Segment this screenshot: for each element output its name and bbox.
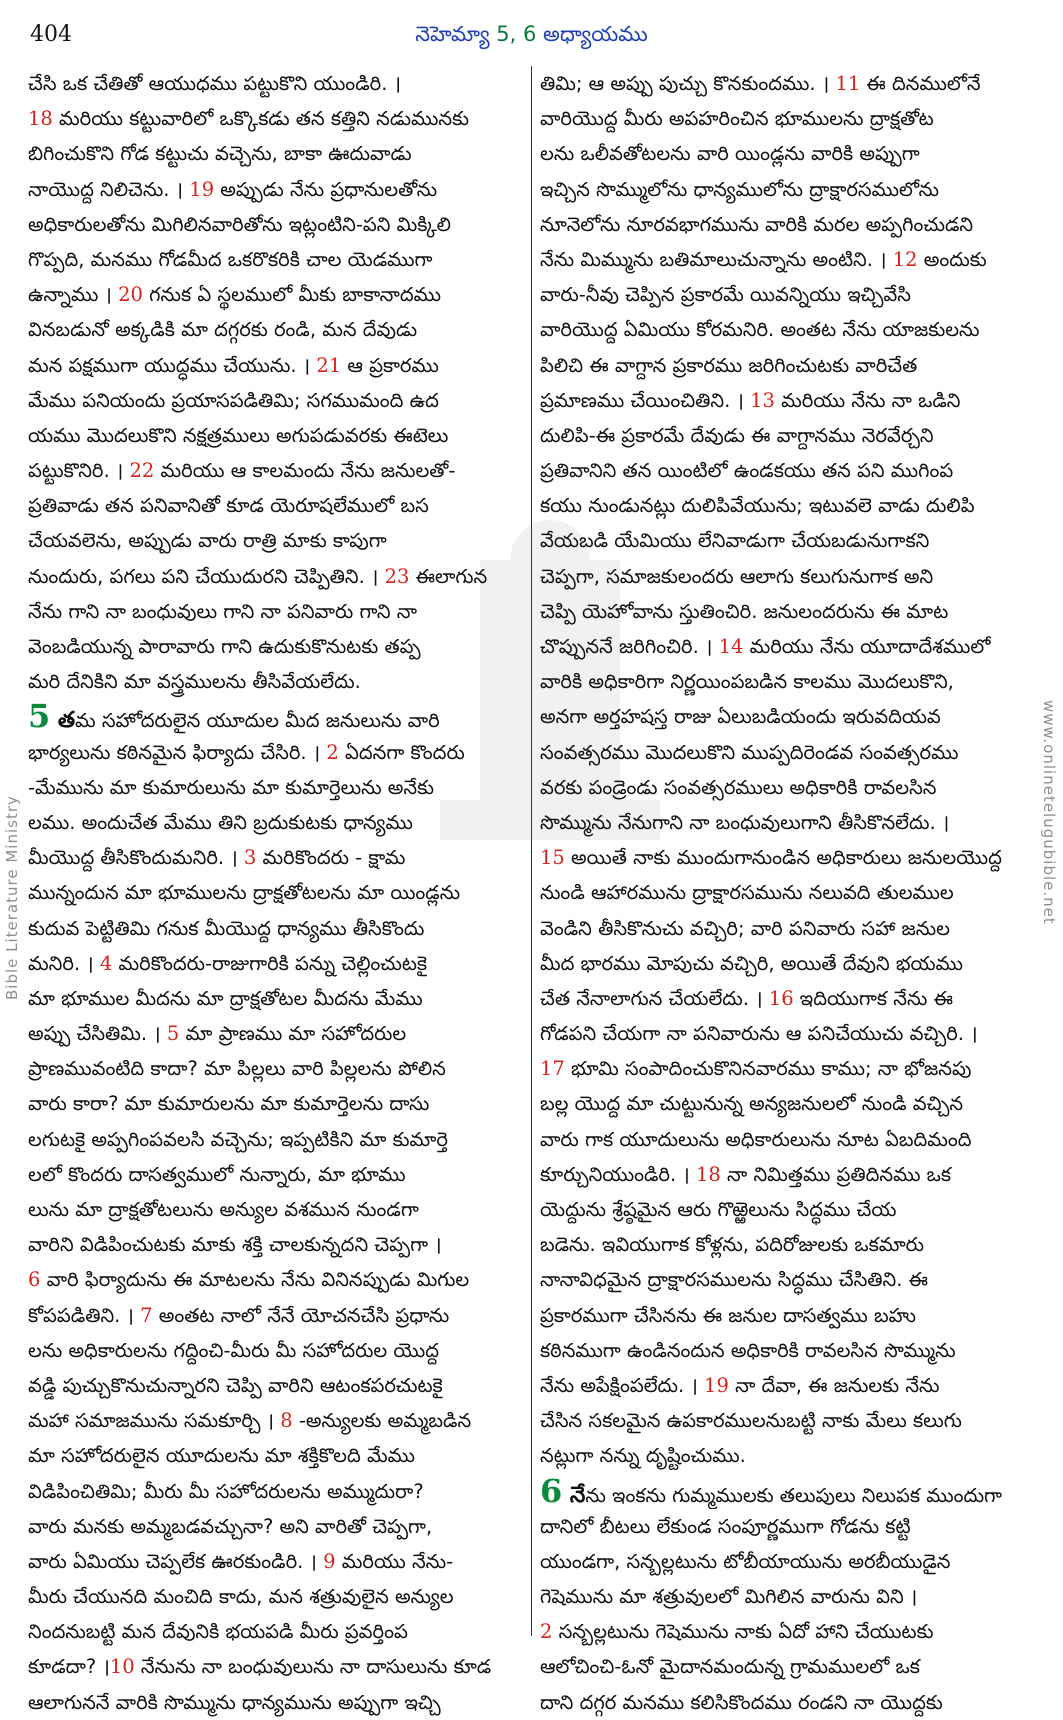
verse-text: చేసి ఒక చేతితో ఆయుధము పట్టుకొని యుండిరి. । [28,72,401,95]
verse-text: మా సహోదరులైన యూదులను మా శక్తికొలది మేము [28,1444,415,1468]
verse-text: ప్రమాణము చేయించితిని. । [540,388,751,412]
text-line [28,1614,528,1649]
text-line [28,1579,528,1614]
text-line [540,1438,1040,1473]
text-line [540,1051,1040,1086]
verse-text: లను ఒలీవతోటలను వారి యిండ్లను వారికి అప్పుగా [540,142,920,166]
text-line [540,136,1040,171]
verse-text: వారియొద్ద మీరు అపహరించిన భూములను ద్రాక్షతోట [540,107,934,131]
verse-number: 18 [28,107,53,131]
verse-text: ఈ దినములోనే [860,72,981,95]
verse-number: 5 [166,1022,180,1046]
chapter-initial: త [50,708,76,734]
verse-text: కోపపడితిని. । [28,1303,141,1327]
page-number: 404 [30,22,72,47]
text-line [28,1016,528,1051]
verse-text: ప్రకారముగా చేసినను ఈ జనుల దాసత్వము బహు [540,1303,916,1327]
verse-number: 13 [750,388,775,412]
text-line [540,1262,1040,1297]
verse-text: గనుక ఏ స్థలములో మీకు బాకానాదము [142,283,442,307]
verse-text: వారు-నీవు చెప్పిన ప్రకారమే యివన్నియు ఇచ్చివేసి [540,283,911,307]
verse-text: లను అధికారులను గద్దించి-మీరు మీ సహోదరుల యొద్ద [28,1338,440,1362]
verse-text: నిందనుబట్టి మన దేవునికి భయపడి మీరు ప్రవర్తింప [28,1620,408,1644]
verse-text: నానావిధమైన ద్రాక్షారసములను సిద్ధము చేసితిని. ఈ [540,1268,928,1292]
chapter-word: అధ్యాయము [543,22,648,46]
text-line [540,629,1040,664]
text-line [540,312,1040,347]
verse-number: 18 [695,1162,721,1186]
text-line [540,1474,1040,1509]
text-line [540,840,1040,875]
text-line [540,172,1040,207]
verse-text: కూర్చునియుండిరి. । [540,1162,696,1186]
verse-text: ఇదియుగాక నేను ఈ [793,986,954,1010]
verse-text: చేసిన సకలమైన ఉపకారములనుబట్టి నాకు మేలు కలుగు [540,1409,962,1433]
verse-number: 21 [316,353,342,377]
verse-text: నా నిమిత్తము ప్రతిదినము ఒక [720,1162,952,1186]
verse-text: నూనెలోను నూరవభాగమును వారికి మరల అప్పగించుడని [540,212,974,236]
text-line [28,1262,528,1297]
text-line [28,277,528,312]
verse-text: అయితే నాకు ముందుగానుండిన అధికారులు జనులయొద్ద [564,846,1002,870]
text-line [28,1086,528,1121]
verse-number: 2 [326,740,339,764]
verse-text: యుండగా, సన్బల్లటును టోబీయాయును అరబీయుడైన [540,1549,951,1573]
text-line [540,911,1040,946]
verse-text: మున్నందున మా భూములను ద్రాక్షతోటలను మా యిండ్లను [28,881,461,905]
text-line [28,1544,528,1579]
text-line [28,1227,528,1262]
verse-text: వడ్డి పుచ్చుకొనుచున్నారని చెప్పి వారిని ఆటంకపరచుటకై [28,1373,443,1397]
verse-text: యము మొదలుకొని నక్షత్రములు అగుపడువరకు ఈటెలు [28,423,449,447]
text-line [28,418,528,453]
text-line [540,1227,1040,1262]
verse-number: 9 [323,1549,336,1573]
text-line [28,946,528,981]
text-line [28,1509,528,1544]
verse-text: మరికొందరు - క్షామ [256,846,406,870]
verse-text: లగుటకై అప్పగింపవలసి వచ్చెను; ఇప్పటికిని మా కుమార్తె [28,1127,448,1151]
text-line [540,664,1040,699]
text-line [28,1649,528,1684]
verse-text: వారు కారా? మా కుమారులను మా కుమార్తెలను దాసు [28,1092,430,1116]
page-header [0,0,1063,70]
chapter-initial: నే [562,1482,586,1508]
verse-text: వారు మనకు అమ్మబడవచ్చునా? అని వారితో చెప్పగా, [28,1514,433,1538]
column-divider [531,66,532,1636]
text-line [28,1298,528,1333]
side-text-right: www.onlinetelugubible.net [1040,700,1058,925]
verse-text: మరియు ఆ కాలమందు నేను జనులతో- [154,459,456,483]
verse-text: ఈలాగున [409,564,488,588]
verse-text: వారికి అధికారిగా నిర్ణయింపబడిన కాలము మొదలుకొని, [540,670,954,694]
text-line [540,1649,1040,1684]
text-line [28,875,528,910]
verse-number: 11 [835,72,861,95]
verse-text: నాయొద్ద నిలిచెను. । [28,177,190,201]
text-line [540,1157,1040,1192]
verse-text: లము. అందుచేత మేము తిని బ్రదుకుటకు ధాన్యము [28,810,413,834]
verse-text: అప్పు చేసితిమి. । [28,1022,167,1046]
verse-number: 17 [540,1057,565,1081]
text-line [28,348,528,383]
verse-number: 16 [768,986,794,1010]
verse-text: వారియొద్ద ఏమియు కోరమనిరి. అంతట నేను యాజకులను [540,318,980,342]
side-text-left: Bible Literature Ministry [3,795,21,1000]
verse-text: లును మా ద్రాక్షతోటలును అన్యుల వశమున నుండగా [28,1198,419,1221]
text-line [28,911,528,946]
text-line [28,735,528,770]
verse-text: మనిరి. । [28,951,100,975]
text-line [28,664,528,699]
text-line [28,242,528,277]
text-line [28,1122,528,1157]
text-line [28,207,528,242]
text-line [540,1122,1040,1157]
verse-text: బడెను. ఇవియుగాక కోళ్లను, పదిరోజులకు ఒకమారు [540,1233,924,1257]
text-line [28,312,528,347]
text-line [540,1086,1040,1121]
verse-text: గెషెమును మా శత్రువులలో మిగిలిన వారును విని । [540,1585,918,1609]
text-line [540,805,1040,840]
text-line [540,1685,1040,1720]
text-line [28,1685,528,1720]
book-name: నెహెమ్యా [415,22,490,46]
verse-text: మరియు నేను యూదాదేశములో [743,635,991,658]
text-line [540,1192,1040,1227]
verse-text: పట్టుకొనిరి. । [28,459,130,483]
text-line [28,383,528,418]
text-line [28,699,528,734]
text-line [540,1298,1040,1333]
verse-text: వారిని విడిపించుటకు మాకు శక్తి చాలకున్నదని చెప్పగా । [28,1233,442,1257]
verse-text: మేము పనియందు ప్రయాసపడితిమి; సగముమంది ఉద [28,388,439,412]
verse-text: సన్బల్లటును గెషెమును నాకు ఏదో హాని చేయుటకు [552,1620,934,1644]
verse-text: మీద భారము మోపుచు వచ్చిరి, అయితే దేవుని భయము [540,951,963,975]
text-line [540,207,1040,242]
text-line [540,770,1040,805]
verse-text: వరకు పండ్రెండు సంవత్సరములు అధికారికి రావలసిన [540,775,937,799]
verse-text: బల్ల యొద్ద మా చుట్టునున్న అన్యజనులలో నుండి వచ్చిన [540,1092,964,1116]
text-line [28,488,528,523]
text-line [540,981,1040,1016]
text-line [28,1403,528,1438]
text-line [28,1474,528,1509]
verse-text: ను ఇంకను గుమ్మములకు తలుపులు నిలుపక ముందుగా [585,1483,1003,1507]
verse-text: మరియు కట్టువారిలో ఒక్కొకడు తన కత్తిని నడుమునకు [52,107,470,131]
verse-text: దాని దగ్గర మనము కలిసికొందము రండని నా యొద్దకు [540,1690,943,1714]
verse-text: ఇచ్చిన సొమ్ములోను ధాన్యములోను ద్రాక్షారసములోను [540,177,940,201]
text-line [540,1016,1040,1051]
verse-text: వేయబడి యేమియు లేనివాడుగా చేయబడునుగాకని [540,529,930,553]
verse-text: ఆలోచించి-ఓనో మైదానమందున్న గ్రామములలో ఒక [540,1655,920,1679]
verse-text: ఆలాగుననే వారికి సొమ్మును ధాన్యమును అప్పుగా ఇచ్చి [28,1690,441,1714]
verse-text: నా దేవా, ఈ జనులకు నేను [728,1373,940,1397]
verse-number: 19 [189,177,215,201]
text-line [28,172,528,207]
verse-text: చేయవలెను, అప్పుడు వారు రాత్రి మాకు కాపుగా [28,529,387,553]
verse-text: వెండిని తీసికొనుచు వచ్చిరి; వారి పనివారు సహా జనుల [540,916,950,940]
verse-text: సొమ్మును నేనుగాని నా బంధువులుగాని తీసికొనలేదు. । [540,810,950,834]
verse-number: 2 [540,1620,553,1644]
text-line [28,136,528,171]
verse-text: అప్పుడు నేను ప్రధానులతోను [214,177,438,201]
text-line [28,1333,528,1368]
verse-number: 3 [243,846,257,870]
verse-text: వెంబడియున్న పారావారు గాని ఉదుకుకొనుటకు తప్ప [28,635,421,658]
chapter-numbers: 5, 6 [496,22,537,46]
text-line [540,418,1040,453]
text-line [540,1403,1040,1438]
chapter-number: 6 [540,1473,563,1509]
verse-text: మీయొద్ద తీసికొందుమనిరి. । [28,846,244,870]
verse-text: వారు గాక యూదులును అధికారులును నూట ఏబదిమంది [540,1127,972,1151]
verse-text: నట్లుగా నన్ను దృష్టించుము. [540,1444,746,1468]
verse-text: గొప్పది, మనము గోడమీద ఒకరొకరికి చాల యెడముగా [28,247,433,271]
text-line [540,383,1040,418]
text-line [28,1051,528,1086]
text-line [540,699,1040,734]
text-line [28,101,528,136]
verse-text: ప్రాణమువంటిది కాదా? మా పిల్లలు వారి పిల్లలను పోలిన [28,1057,446,1081]
verse-text: ఏదనగా కొందరు [338,740,465,764]
text-line [28,805,528,840]
text-line [540,488,1040,523]
verse-text: మా భూముల మీదను మా ద్రాక్షతోటల మీదను మేము [28,986,423,1010]
verse-text: చెప్పగా, సమాజకులందరు ఆలాగు కలుగునుగాక అని [540,564,934,588]
verse-text: మరియు నేను నా ఒడిని [774,388,961,412]
left-column [28,66,528,1720]
verse-text: కూడదా? । [28,1655,110,1679]
verse-text: నేను గాని నా బంధువులు గాని నా పనివారు గాని నా [28,599,417,623]
text-line [28,594,528,629]
verse-number: 10 [109,1655,135,1679]
verse-text: అందుకు [917,247,987,271]
verse-text: పిలిచి ఈ వాగ్దాన ప్రకారము జరిగించుటకు వారిచేత [540,353,918,377]
verse-text: మరియు నేను- [335,1549,454,1573]
text-line [28,523,528,558]
verse-number: 6 [28,1268,41,1292]
text-line [28,559,528,594]
verse-text: చేత నేనాలాగున చేయలేదు. । [540,986,769,1010]
verse-text: సంవత్సరము మొదలుకొని ముప్పదిరెండవ సంవత్సరము [540,740,959,764]
text-line [28,1368,528,1403]
text-line [540,1544,1040,1579]
text-line [540,946,1040,981]
verse-number: 20 [118,283,143,307]
chapter-number: 5 [28,699,51,735]
text-line [540,559,1040,594]
verse-number: 19 [704,1373,729,1397]
text-line [540,1614,1040,1649]
right-column [540,66,1040,1720]
verse-text: నేనును నా బంధువులును నా దాసులును కూడ [134,1655,492,1679]
text-line [540,1368,1040,1403]
verse-text: వారి ఫిర్యాదును ఈ మాటలను నేను వినినప్పుడు మిగుల [40,1268,470,1292]
verse-text: -మేమును మా కుమారులును మా కుమార్తెలును అనేకు [28,775,434,799]
verse-text: చొప్పుననే జరిగించిరి. । [540,635,719,658]
verse-number: 22 [129,459,155,483]
verse-number: 8 [280,1409,293,1433]
verse-text: యెద్దును శ్రేష్ఠమైన ఆరు గొఱ్ఱెలును సిద్ధము చేయ [540,1198,897,1221]
text-line [540,735,1040,770]
verse-text: లలో కొందరు దాసత్వములో నున్నారు, మా భూము [28,1162,406,1186]
verse-text: నుండి ఆహారమును ద్రాక్షారసమును నలువది తులముల [540,881,954,905]
verse-text: చెప్పి యెహోవాను స్తుతించిరి. జనులందరును ఈ మాట [540,599,949,623]
text-line [540,277,1040,312]
text-line [540,242,1040,277]
text-line [28,1192,528,1227]
verse-text: వారు ఏమియు చెప్పలేక ఊరకుండిరి. । [28,1549,324,1573]
text-line [28,629,528,664]
text-line [540,1579,1040,1614]
verse-text: మహా సమాజమును సమకూర్చి । [28,1409,281,1433]
text-line [28,1157,528,1192]
text-line [540,594,1040,629]
text-line [28,453,528,488]
verse-text: మ సహోదరులైన యూదుల మీద జనులును వారి [75,709,440,733]
verse-number: 7 [140,1303,153,1327]
verse-number: 23 [384,564,410,588]
verse-text: తిమి; ఆ అప్పు పుచ్చు కొనకుందము. । [540,72,836,95]
verse-text: వినబడునో అక్కడికి మా దగ్గరకు రండి, మన దేవుడు [28,318,418,342]
text-line [28,981,528,1016]
verse-text: కఠినముగా ఉండినందున అధికారికి రావలసిన సొమ్మును [540,1338,956,1362]
verse-text: కుదువ పెట్టితిమి గనుక మీయొద్ద ధాన్యము తీసికొందు [28,916,425,940]
verse-text: ఆ ప్రకారము [341,353,439,377]
verse-text: భార్యలును కఠినమైన ఫిర్యాదు చేసిరి. । [28,740,327,764]
verse-number: 4 [99,951,113,975]
verse-text: మరికొందరు-రాజుగారికి పన్ను చెల్లించుటకై [112,951,428,975]
text-line [28,840,528,875]
verse-text: నుందురు, పగలు పని చేయుదురని చెప్పితిని. । [28,564,385,588]
verse-text: ప్రతివాడు తన పనివానితో కూడ యెరూషలేములో బస [28,494,429,518]
verse-text: అంతట నాలో నేనే యోచనచేసి ప్రధాను [152,1303,450,1327]
verse-text: బిగించుకొని గోడ కట్టుచు వచ్చెను, బాకా ఊదువాడు [28,142,412,166]
verse-text: కయు నుండునట్లు దులిపివేయును; ఇటువలె వాడు దులిపి [540,494,975,518]
verse-text: మా ప్రాణము మా సహోదరుల [179,1022,407,1046]
verse-text: గోడపని చేయగా నా పనివారును ఆ పనిచేయుచు వచ్చిరి. । [540,1022,978,1046]
verse-text: దానిలో బీటలు లేకుండ సంపూర్ణముగా గోడను కట్టి [540,1514,911,1538]
text-line [540,101,1040,136]
verse-text: అనగా అర్తహషస్త రాజు ఏలుబడియందు ఇరువదియవ [540,705,941,729]
text-line [540,66,1040,101]
text-line [28,770,528,805]
verse-text: -అన్యులకు అమ్మబడిన [292,1409,472,1433]
verse-number: 12 [892,247,918,271]
verse-text: నేను అపేక్షింపలేదు. । [540,1373,705,1397]
verse-text: దులిపి-ఈ ప్రకారమే దేవుడు ఈ వాగ్దానము నెరవేర్చని [540,423,934,447]
verse-text: విడిపించితిమి; మీరు మీ సహోదరులను అమ్ముదురా? [28,1479,424,1503]
text-line [540,523,1040,558]
verse-text: మన పక్షముగా యుద్ధము చేయును. । [28,353,317,377]
text-line [540,453,1040,488]
verse-text: మరి దేనికిని మా వస్త్రములను తీసివేయలేదు. [28,670,361,694]
verse-text: మీరు చేయునది మంచిది కాదు, మన శత్రువులైన అన్యుల [28,1585,454,1609]
text-line [540,1333,1040,1368]
verse-text: ప్రతివానిని తన యింటిలో ఉండకయు తన పని ముగింప [540,459,954,483]
text-line [540,1509,1040,1544]
text-line [540,875,1040,910]
running-title [0,22,1063,52]
verse-text: అధికారులతోను మిగిలినవారితోను ఇట్లంటిని-పని మిక్కిలి [28,212,451,236]
text-line [28,66,528,101]
verse-number: 14 [718,635,744,658]
verse-text: ఉన్నాము । [28,283,119,307]
verse-text: నేను మిమ్మును బతిమాలుచున్నాను అంటిని. । [540,247,893,271]
text-line [540,348,1040,383]
verse-text: భూమి సంపాదించుకొనినవారము కాము; నా భోజనపు [564,1057,972,1081]
text-line [28,1438,528,1473]
verse-number: 15 [540,846,565,870]
